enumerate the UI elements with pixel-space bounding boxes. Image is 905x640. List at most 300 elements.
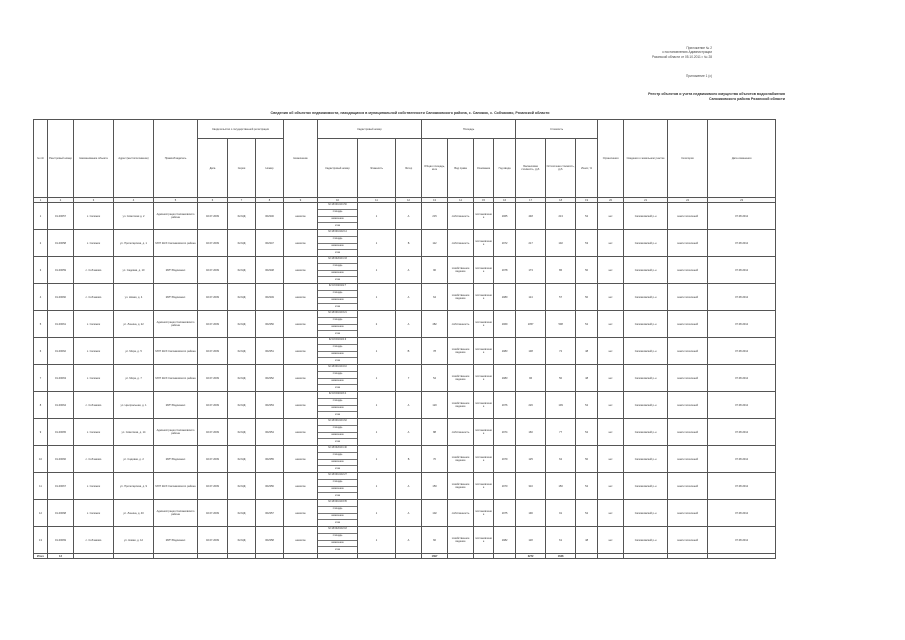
table-cell: 002350 xyxy=(256,311,284,338)
table-cell: 88 xyxy=(422,419,448,446)
table-cell: земли поселений xyxy=(668,419,708,446)
table-cell: земли поселений xyxy=(668,230,708,257)
table-cell: постановление xyxy=(474,500,494,527)
table-cell: 01-00067 xyxy=(48,473,74,500)
table-cell: 86 xyxy=(546,257,576,284)
table-cell: 213 xyxy=(546,203,576,230)
table-cell: 215 xyxy=(422,203,448,230)
table-cell: 01-00068 xyxy=(48,500,74,527)
group-header-cadastre: Кадастровый номер xyxy=(318,120,422,139)
table-cell: постановление xyxy=(474,419,494,446)
total-cell xyxy=(494,554,516,559)
table-cell: 52 xyxy=(576,419,598,446)
total-cell xyxy=(358,554,396,559)
table-cell: 48 xyxy=(576,338,598,365)
table-cell: 62-МД xyxy=(228,230,256,257)
column-header: Номер xyxy=(256,139,284,198)
table-cell: 62-МД xyxy=(228,365,256,392)
column-header: Остаточная стоимость, руб. xyxy=(546,139,576,198)
table-cell: 114 xyxy=(516,284,546,311)
table-cell: 01-00062 xyxy=(48,338,74,365)
table-row xyxy=(34,365,776,392)
cadastre-subrow: 62:18:0020102:18 xyxy=(318,527,357,534)
table-cell: постановление xyxy=(474,365,494,392)
table-cell: с. Сапожок xyxy=(74,338,114,365)
total-cell xyxy=(74,554,114,559)
appendix-note xyxy=(652,46,712,59)
cadastre-subrow: назначение xyxy=(318,406,357,413)
column-header: Правообладатель xyxy=(154,120,198,198)
table-cell: 50 xyxy=(576,257,598,284)
table-cell: 1979 xyxy=(494,446,516,473)
cadastre-subrow: назначение xyxy=(318,460,357,467)
table-cell: с. Сапожок xyxy=(74,203,114,230)
table-cell: 07.08.2012 xyxy=(708,500,776,527)
table-cell: А xyxy=(396,473,422,500)
column-header: Наименование объекта xyxy=(74,120,114,198)
column-number: 11 xyxy=(358,198,396,203)
table-cell: 1 xyxy=(358,500,396,527)
table-row xyxy=(34,392,776,419)
cadastre-subrow: этаж xyxy=(335,305,341,308)
table-cell: 150 xyxy=(422,473,448,500)
table-cell: с. Собчаково xyxy=(74,527,114,554)
table-cell: 02.07.2009 xyxy=(198,419,228,446)
table-cell: 62-МД xyxy=(228,338,256,365)
table-cell: 62-МД xyxy=(228,527,256,554)
table-cell: 002355 xyxy=(256,446,284,473)
table-cell: постановление xyxy=(474,446,494,473)
table-cell: 12 xyxy=(34,500,48,527)
table-cell: ул. Советская, д. 14 xyxy=(114,419,154,446)
table-cell: 138 xyxy=(516,338,546,365)
table-cell: 62-МД xyxy=(228,473,256,500)
table-cell: 52 xyxy=(576,473,598,500)
column-header: Ограничения xyxy=(598,120,624,198)
table-cell: 48 xyxy=(576,527,598,554)
table-cell: Сапожковский р-н xyxy=(624,203,668,230)
table-cell: 52 xyxy=(576,311,598,338)
table-cell: нежилое xyxy=(284,527,318,554)
table-row xyxy=(34,527,776,554)
table-cell: А xyxy=(396,203,422,230)
table-cell: 7 xyxy=(34,365,48,392)
cadastre-subrow: площадь xyxy=(318,264,357,271)
table-cell: 002356 xyxy=(256,473,284,500)
total-cell xyxy=(154,554,198,559)
cadastre-subrow: этаж xyxy=(335,278,341,281)
column-number: 8 xyxy=(256,198,284,203)
table-cell: 102 xyxy=(546,230,576,257)
table-cell: А xyxy=(396,257,422,284)
table-cell: 1 xyxy=(358,230,396,257)
cadastre-subrow: площадь xyxy=(318,399,357,406)
total-cell xyxy=(708,554,776,559)
table-cell: постановление xyxy=(474,311,494,338)
table-row xyxy=(34,500,776,527)
table-cell: 72 xyxy=(546,338,576,365)
cadastre-subrow: 62:18:0010102:14 xyxy=(318,230,357,237)
cadastre-subrow: этаж xyxy=(335,413,341,416)
table-cell: земли поселений xyxy=(668,446,708,473)
table-cell: А xyxy=(396,500,422,527)
table-cell: МУП Водоканал xyxy=(154,392,198,419)
column-header: Год ввода xyxy=(494,139,516,198)
table-cell: 1974 xyxy=(494,419,516,446)
table-cell: хозяйственное ведение xyxy=(448,338,474,365)
table-cell: собственность xyxy=(448,419,474,446)
table-cell: нет xyxy=(598,311,624,338)
table-cell: 1 xyxy=(358,365,396,392)
table-cell: 01-00065 xyxy=(48,419,74,446)
cadastre-cell xyxy=(318,527,358,554)
table-cell: ул. Центральная, д. 1 xyxy=(114,392,154,419)
table-cell: 01-00057 xyxy=(48,203,74,230)
column-number: 17 xyxy=(516,198,546,203)
table-cell: постановление xyxy=(474,392,494,419)
table-cell: 78 xyxy=(422,338,448,365)
table-cell: 13 xyxy=(34,527,48,554)
column-number: 10 xyxy=(318,198,358,203)
total-cell: 3272 xyxy=(516,554,546,559)
table-cell: земли поселений xyxy=(668,311,708,338)
table-cell: 02.07.2009 xyxy=(198,473,228,500)
table-cell: 002347 xyxy=(256,230,284,257)
table-cell: 1965 xyxy=(494,203,516,230)
cadastre-subrow: площадь xyxy=(318,210,357,217)
table-cell: 190 xyxy=(516,500,546,527)
table-cell: 217 xyxy=(516,230,546,257)
table-cell: 96 xyxy=(422,257,448,284)
table-cell: хозяйственное ведение xyxy=(448,527,474,554)
column-header: Износ, % xyxy=(576,139,598,198)
table-cell: МУП Водоканал xyxy=(154,257,198,284)
table-cell: собственность xyxy=(448,311,474,338)
table-cell: 02.07.2009 xyxy=(198,203,228,230)
table-cell: 11 xyxy=(34,473,48,500)
table-cell: 1 xyxy=(358,257,396,284)
table-cell: нет xyxy=(598,473,624,500)
total-cell xyxy=(668,554,708,559)
table-row xyxy=(34,311,776,338)
table-cell: 62-МД xyxy=(228,257,256,284)
column-header: Литер xyxy=(396,139,422,198)
table-cell: ул. Пролетарская, д. 1 xyxy=(114,230,154,257)
column-header: Кадастровый номер xyxy=(318,139,358,198)
cadastre-cell xyxy=(318,311,358,338)
table-cell: Сапожковский р-н xyxy=(624,365,668,392)
cadastre-subrow: 62:18:0010102:27 xyxy=(318,473,357,480)
table-cell: постановление xyxy=(474,257,494,284)
table-cell: 02.07.2009 xyxy=(198,392,228,419)
cadastre-subrow: 62:18:0020102:7 xyxy=(318,284,357,291)
table-cell: нет xyxy=(598,446,624,473)
table-cell: МУП Водоканал xyxy=(154,284,198,311)
table-cell: 173 xyxy=(516,257,546,284)
table-cell: 2 xyxy=(358,311,396,338)
cadastre-subrow: назначение xyxy=(318,514,357,521)
cadastre-subrow: площадь xyxy=(318,534,357,541)
table-cell: 1972 xyxy=(494,230,516,257)
table-cell: А xyxy=(396,392,422,419)
table-row xyxy=(34,203,776,230)
table-cell: 160 xyxy=(516,419,546,446)
table-cell: 62-МД xyxy=(228,311,256,338)
table-cell: Сапожковский р-н xyxy=(624,473,668,500)
table-cell: 50 xyxy=(576,446,598,473)
table-cell: 62-МД xyxy=(228,203,256,230)
column-header: Основание xyxy=(474,139,494,198)
table-cell: 002352 xyxy=(256,365,284,392)
cadastre-subrow: этаж xyxy=(335,467,341,470)
table-cell: 07.08.2012 xyxy=(708,446,776,473)
column-header: № п/п xyxy=(34,120,48,198)
cadastre-subrow: назначение xyxy=(318,487,357,494)
total-cell xyxy=(448,554,474,559)
column-header: Общая площадь, кв.м xyxy=(422,139,448,198)
table-cell: 01-00060 xyxy=(48,284,74,311)
table-cell: Сапожковский р-н xyxy=(624,230,668,257)
column-header: Дата изменения xyxy=(708,120,776,198)
table-cell: ул. Ленина, д. 40 xyxy=(114,500,154,527)
table-cell: земли поселений xyxy=(668,203,708,230)
form-note: Приложение 1 (с) xyxy=(686,74,712,78)
table-cell: А xyxy=(396,527,422,554)
cadastre-subrow: 62:18:0010103:35 xyxy=(318,500,357,507)
table-cell: 48 xyxy=(576,365,598,392)
table-cell: А xyxy=(396,419,422,446)
table-cell: с. Сапожок xyxy=(74,365,114,392)
table-row xyxy=(34,473,776,500)
table-cell: Сапожковский р-н xyxy=(624,392,668,419)
total-cell xyxy=(396,554,422,559)
table-cell: Сапожковский р-н xyxy=(624,338,668,365)
table-cell: 07.08.2012 xyxy=(708,284,776,311)
cadastre-subrow: площадь xyxy=(318,345,357,352)
table-cell: 01-00058 xyxy=(48,230,74,257)
cadastre-subrow: назначение xyxy=(318,298,357,305)
table-cell: ул. Советская д. 2 xyxy=(114,203,154,230)
table-cell: земли поселений xyxy=(668,338,708,365)
table-cell: хозяйственное ведение xyxy=(448,392,474,419)
table-cell: с. Собчаково xyxy=(74,257,114,284)
table-cell: 01-00061 xyxy=(48,311,74,338)
cadastre-subrow: 62:18:0010104:9 xyxy=(318,338,357,345)
table-cell: Г xyxy=(396,365,422,392)
table-cell: нежилое xyxy=(284,419,318,446)
cadastre-cell xyxy=(318,338,358,365)
table-cell: хозяйственное ведение xyxy=(448,257,474,284)
table-cell: нет xyxy=(598,257,624,284)
column-header: Назначение xyxy=(284,120,318,198)
table-cell: 1 xyxy=(358,392,396,419)
table-cell: 07.08.2012 xyxy=(708,473,776,500)
table-cell: нежилое xyxy=(284,473,318,500)
table-cell: 150 xyxy=(546,473,576,500)
cadastre-cell xyxy=(318,392,358,419)
cadastre-subrow: этаж xyxy=(335,521,341,524)
table-cell: ул. Мира, д. 7 xyxy=(114,365,154,392)
table-cell: постановление xyxy=(474,203,494,230)
table-cell: 3 xyxy=(34,257,48,284)
table-cell: 02.07.2009 xyxy=(198,500,228,527)
table-cell: Сапожковский р-н xyxy=(624,527,668,554)
cadastre-subrow: 62:18:0010101:62 xyxy=(318,419,357,426)
table-cell: ул. Садовая, д. 2 xyxy=(114,446,154,473)
table-cell: 1 xyxy=(358,473,396,500)
cadastre-subrow: назначение xyxy=(318,325,357,332)
table-cell: ул. Пролетарская, д. 9 xyxy=(114,473,154,500)
table-cell: 002348 xyxy=(256,257,284,284)
table-cell: 448 xyxy=(516,203,546,230)
column-number: 19 xyxy=(576,198,598,203)
table-cell: нежилое xyxy=(284,338,318,365)
table-cell: хозяйственное ведение xyxy=(448,446,474,473)
cadastre-subrow: 62:18:0020103:4 xyxy=(318,392,357,399)
table-cell: 02.07.2009 xyxy=(198,365,228,392)
table-cell: 52 xyxy=(576,500,598,527)
total-cell xyxy=(474,554,494,559)
table-cell: 07.08.2012 xyxy=(708,527,776,554)
column-number: 20 xyxy=(598,198,624,203)
cadastre-subrow: 62:18:0010101:50 xyxy=(318,203,357,210)
table-cell: Администрация Сапожковского района xyxy=(154,419,198,446)
table-cell: 50 xyxy=(576,284,598,311)
group-header-registry: Свидетельство о государственной регистрации xyxy=(198,120,284,139)
table-cell: МУП ЖКХ Сапожковского района xyxy=(154,365,198,392)
table-cell: 02.07.2009 xyxy=(198,284,228,311)
column-number: 2 xyxy=(48,198,74,203)
column-header: Серия xyxy=(228,139,256,198)
table-cell: 96 xyxy=(516,365,546,392)
table-cell: МУП ЖКХ Сапожковского района xyxy=(154,338,198,365)
table-cell: нет xyxy=(598,392,624,419)
table-row xyxy=(34,419,776,446)
cadastre-subrow: площадь xyxy=(318,291,357,298)
table-cell: 9 xyxy=(34,419,48,446)
table-cell: 53 xyxy=(576,230,598,257)
table-cell: 002351 xyxy=(256,338,284,365)
total-cell: 1638 xyxy=(546,554,576,559)
table-cell: 77 xyxy=(546,419,576,446)
column-number: 9 xyxy=(284,198,318,203)
table-cell: А xyxy=(396,311,422,338)
table-row xyxy=(34,446,776,473)
table-cell: земли поселений xyxy=(668,392,708,419)
table-cell: 8 xyxy=(34,392,48,419)
cadastre-subrow: площадь xyxy=(318,480,357,487)
table-cell: 1980 xyxy=(494,284,516,311)
column-number: 21 xyxy=(624,198,668,203)
cadastre-subrow: 62:18:0020101:33 xyxy=(318,257,357,264)
appendix-line: Рязанской области от 05.10.2011 г. № 28 xyxy=(651,54,712,59)
table-cell: В xyxy=(396,338,422,365)
table-cell: 07.08.2012 xyxy=(708,230,776,257)
table-cell: собственность xyxy=(448,230,474,257)
title-line: Реестр объектов и учета недвижимого имущества объектов водоснабжения xyxy=(648,92,785,96)
table-cell: 52 xyxy=(576,392,598,419)
table-cell: 1 xyxy=(358,446,396,473)
table-cell: 226 xyxy=(516,392,546,419)
column-header: Балансовая стоимость, руб. xyxy=(516,139,546,198)
table-cell: 62 xyxy=(546,446,576,473)
cadastre-cell xyxy=(318,500,358,527)
table-cell: 508 xyxy=(546,311,576,338)
cadastre-cell xyxy=(318,203,358,230)
table-cell: нежилое xyxy=(284,392,318,419)
table-cell: нет xyxy=(598,284,624,311)
table-cell: Сапожковский р-н xyxy=(624,311,668,338)
total-cell xyxy=(318,554,358,559)
table-cell: нежилое xyxy=(284,257,318,284)
table-cell: земли поселений xyxy=(668,527,708,554)
table-cell: нежилое xyxy=(284,203,318,230)
table-cell: 07.08.2012 xyxy=(708,257,776,284)
table-cell: Сапожковский р-н xyxy=(624,257,668,284)
table-cell: 64 xyxy=(422,284,448,311)
table-cell: земли поселений xyxy=(668,284,708,311)
table-cell: хозяйственное ведение xyxy=(448,284,474,311)
table-cell: нежилое xyxy=(284,365,318,392)
table-cell: 57 xyxy=(546,284,576,311)
table-cell: 01-00064 xyxy=(48,392,74,419)
group-header-cost: Стоимость xyxy=(516,120,598,139)
cadastre-cell xyxy=(318,284,358,311)
table-cell: МУП ЖКХ Сапожковского района xyxy=(154,473,198,500)
table-cell: МУП Водоканал xyxy=(154,527,198,554)
table-cell: нежилое xyxy=(284,311,318,338)
table-cell: 1970 xyxy=(494,473,516,500)
cadastre-subrow: этаж xyxy=(335,440,341,443)
column-number: 4 xyxy=(114,198,154,203)
table-cell: 109 xyxy=(546,392,576,419)
table-cell: 1975 xyxy=(494,500,516,527)
table-cell: 02.07.2009 xyxy=(198,257,228,284)
column-number: 16 xyxy=(494,198,516,203)
table-cell: с. Сапожок xyxy=(74,419,114,446)
column-number: 3 xyxy=(74,198,114,203)
column-header: Адрес (местоположение) xyxy=(114,120,154,198)
table-cell: нет xyxy=(598,203,624,230)
table-cell: 62-МД xyxy=(228,284,256,311)
table-cell: 91 xyxy=(546,500,576,527)
table-cell: постановление xyxy=(474,527,494,554)
title-line: Сапожковского района Рязанской области xyxy=(708,97,785,101)
column-header: Этажность xyxy=(358,139,396,198)
table-cell: 54 xyxy=(422,365,448,392)
cadastre-subrow: этаж xyxy=(335,494,341,497)
table-cell: собственность xyxy=(448,203,474,230)
table-cell: 62-МД xyxy=(228,500,256,527)
table-cell: нежилое xyxy=(284,446,318,473)
table-cell: 1976 xyxy=(494,392,516,419)
table-cell: 310 xyxy=(516,473,546,500)
column-header: Сведения о земельном участке xyxy=(624,120,668,198)
table-cell: 002353 xyxy=(256,392,284,419)
cadastre-subrow: площадь xyxy=(318,318,357,325)
column-number: 18 xyxy=(546,198,576,203)
table-cell: нежилое xyxy=(284,284,318,311)
table-cell: Администрация Сапожковского района xyxy=(154,500,198,527)
table-cell: нет xyxy=(598,365,624,392)
table-cell: 02.07.2009 xyxy=(198,311,228,338)
table-cell: 01-00069 xyxy=(48,527,74,554)
table-cell: нет xyxy=(598,527,624,554)
table-cell: 07.08.2012 xyxy=(708,203,776,230)
table-cell: 1 xyxy=(34,203,48,230)
cadastre-cell xyxy=(318,230,358,257)
column-number: 7 xyxy=(228,198,256,203)
